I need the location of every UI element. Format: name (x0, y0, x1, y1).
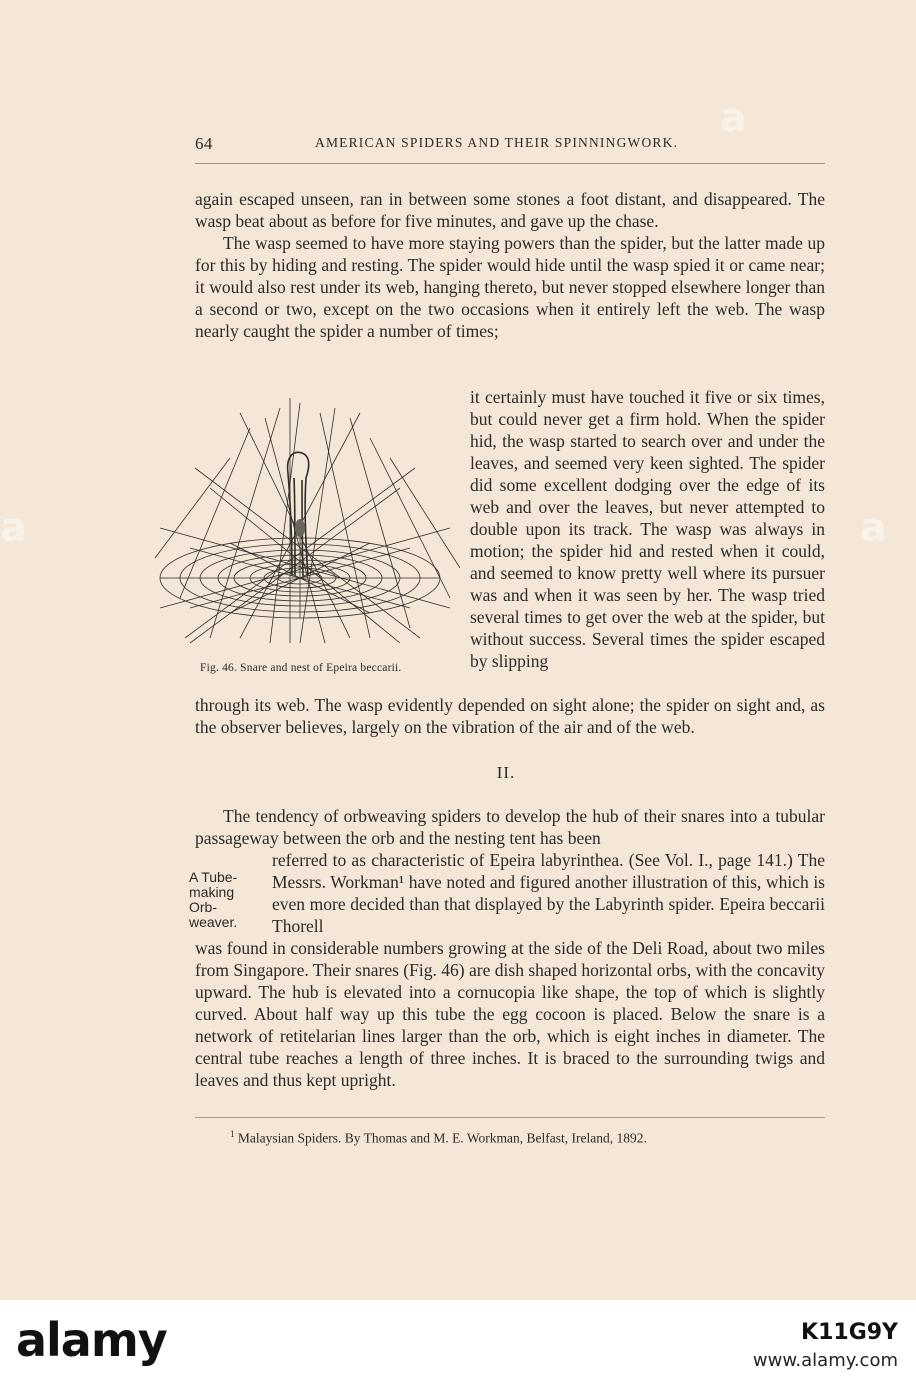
figure-caption-text: Snare and nest of Epeira beccarii. (240, 662, 402, 674)
page-number: 64 (195, 134, 213, 153)
footnote-rule (195, 1117, 825, 1118)
footnote-text: Malaysian Spiders. By Thomas and M. E. Workman, Belfast, Ireland, 1892. (237, 1130, 647, 1146)
stock-url[interactable]: www.alamy.com (752, 1350, 898, 1371)
text-after-figure: through its web. The wasp evidently depended on sight alone; the spider on sight and, as the observer believes, largely on the vibration of the air and of the web. (195, 695, 825, 737)
section-intro (195, 805, 825, 849)
watermark-stamp: a (720, 95, 747, 141)
section-body-lower: was found in considerable numbers growing at the side of the Deli Road, about two miles from Singapore. Their snares (Fig. 46) are dish shaped horizontal orbs, with the concavity upward. The hub is elevated into a cornucopia like shape, the top of which is slightly curved. About half way up this tube the egg cocoon is placed. Below the snare is a network of retitelarian lines larger than the orb, which is eight inches in diameter. The central tube reaches a length of three inches. It is braced to the surrounding twigs and leaves and thus kept upright. (195, 938, 825, 1090)
figure-caption (200, 662, 402, 674)
figure-46-illustration (150, 398, 460, 648)
footnote-marker: 1 (230, 1129, 235, 1139)
section-intro-paragraph: The tendency of orbweaving spiders to develop the hub of their snares into a tubular passageway between the orb and the nesting tent has been (195, 806, 825, 848)
spider-web-drawing (150, 398, 460, 648)
margin-note-line: A Tube- (189, 869, 238, 885)
margin-note-line: making (189, 884, 235, 900)
header-rule (195, 163, 825, 164)
paragraph-1: again escaped unseen, ran in between some stones a foot distant, and disappeared. The wasp beat about as before for five minutes, and gave up the chase. (195, 189, 825, 231)
text-wrapped-around-figure: it certainly must have touched it five or six times, but could never get a firm hold. When the spider hid, the wasp started to search over and under the leaves, and seemed very keen sighted. The spider did some excellent dodging over the edge of its web and over the leaves, but never attempted to double upon its track. The wasp was always in motion; the spider hid and rested when it could, and seemed to know pretty well where its pursuer was and when it was seen by her. The wasp tried several times to get over the web at the spider, but without success. Several times the spider escaped by slipping (470, 387, 825, 671)
paragraph-2: The wasp seemed to have more staying powers than the spider, but the latter made up for this by hiding and resting. The spider would hide until the wasp spied it or came near; it would also rest under its web, hanging thereto, but never stopped elsewhere longer than a second or two, except on the two occasions when it entirely left the web. The wasp nearly caught the spider a number of times; (195, 233, 825, 341)
stock-image-id: K11G9Y (801, 1320, 898, 1345)
stock-logo[interactable]: alamy (16, 1313, 167, 1367)
margin-note (189, 870, 269, 930)
watermark-stamp: a (0, 505, 27, 551)
section-heading: II. (496, 763, 516, 782)
margin-note-line: Orb- (189, 899, 217, 915)
figure-caption-label: Fig. 46. (200, 662, 238, 674)
footnote (230, 1129, 830, 1147)
margin-note-line: weaver. (189, 914, 238, 930)
text-beside-margin-note: referred to as characteristic of Epeira labyrinthea. (See Vol. I., page 141.) The Messrs. Workman¹ have noted and figured another illustration of this, which is even more decided than that displayed by the Labyrinth spider. Epeira beccarii Thorell (272, 850, 825, 936)
body-text-top (195, 188, 825, 342)
watermark-stamp: a (860, 505, 887, 551)
running-title: AMERICAN SPIDERS AND THEIR SPINNINGWORK. (315, 135, 679, 150)
